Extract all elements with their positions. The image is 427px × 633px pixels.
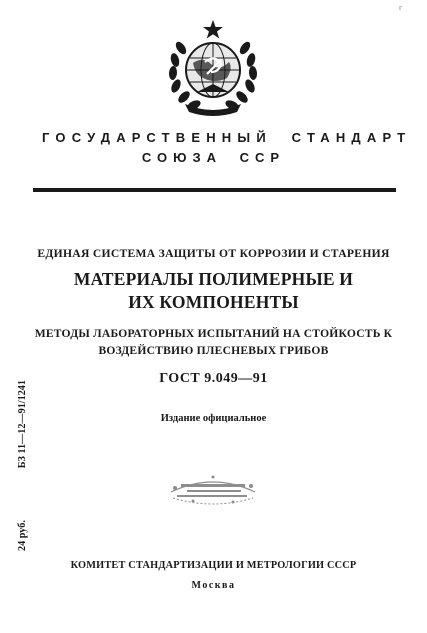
catalog-code: БЗ 11—12—91/1241 — [17, 380, 28, 469]
edition-label: Издание официальное — [160, 413, 267, 424]
document-title-line2: ИХ КОМПОНЕНТЫ — [128, 292, 299, 312]
document-subtitle-line1: МЕТОДЫ ЛАБОРАТОРНЫХ ИСПЫТАНИЙ НА СТОЙКОСТЬ К — [34, 327, 393, 340]
gost-number: ГОСТ 9.049—91 — [159, 371, 268, 386]
publisher-committee: КОМИТЕТ СТАНДАРТИЗАЦИИ И МЕТРОЛОГИИ СССР — [70, 560, 357, 571]
header-title-line2: СОЮЗА ССР — [141, 150, 286, 165]
library-stamp-icon — [163, 468, 263, 512]
header-title-line1: ГОСУДАРСТВЕННЫЙ СТАНДАРТ — [42, 130, 412, 145]
corner-mark: г — [399, 3, 403, 12]
side-margin-text — [17, 380, 29, 551]
document-title-line1: МАТЕРИАЛЫ ПОЛИМЕРНЫЕ И — [73, 269, 354, 289]
publisher-city: Москва — [191, 580, 236, 591]
document-subtitle-line2: ВОЗДЕЙСТВИЮ ПЛЕСНЕВЫХ ГРИБОВ — [98, 344, 329, 357]
ussr-coat-of-arms-icon — [163, 18, 263, 118]
series-title: ЕДИНАЯ СИСТЕМА ЗАЩИТЫ ОТ КОРРОЗИИ И СТАРЕНИЯ — [37, 247, 390, 260]
price-label: 24 руб. — [17, 520, 28, 551]
header-divider — [33, 188, 396, 192]
